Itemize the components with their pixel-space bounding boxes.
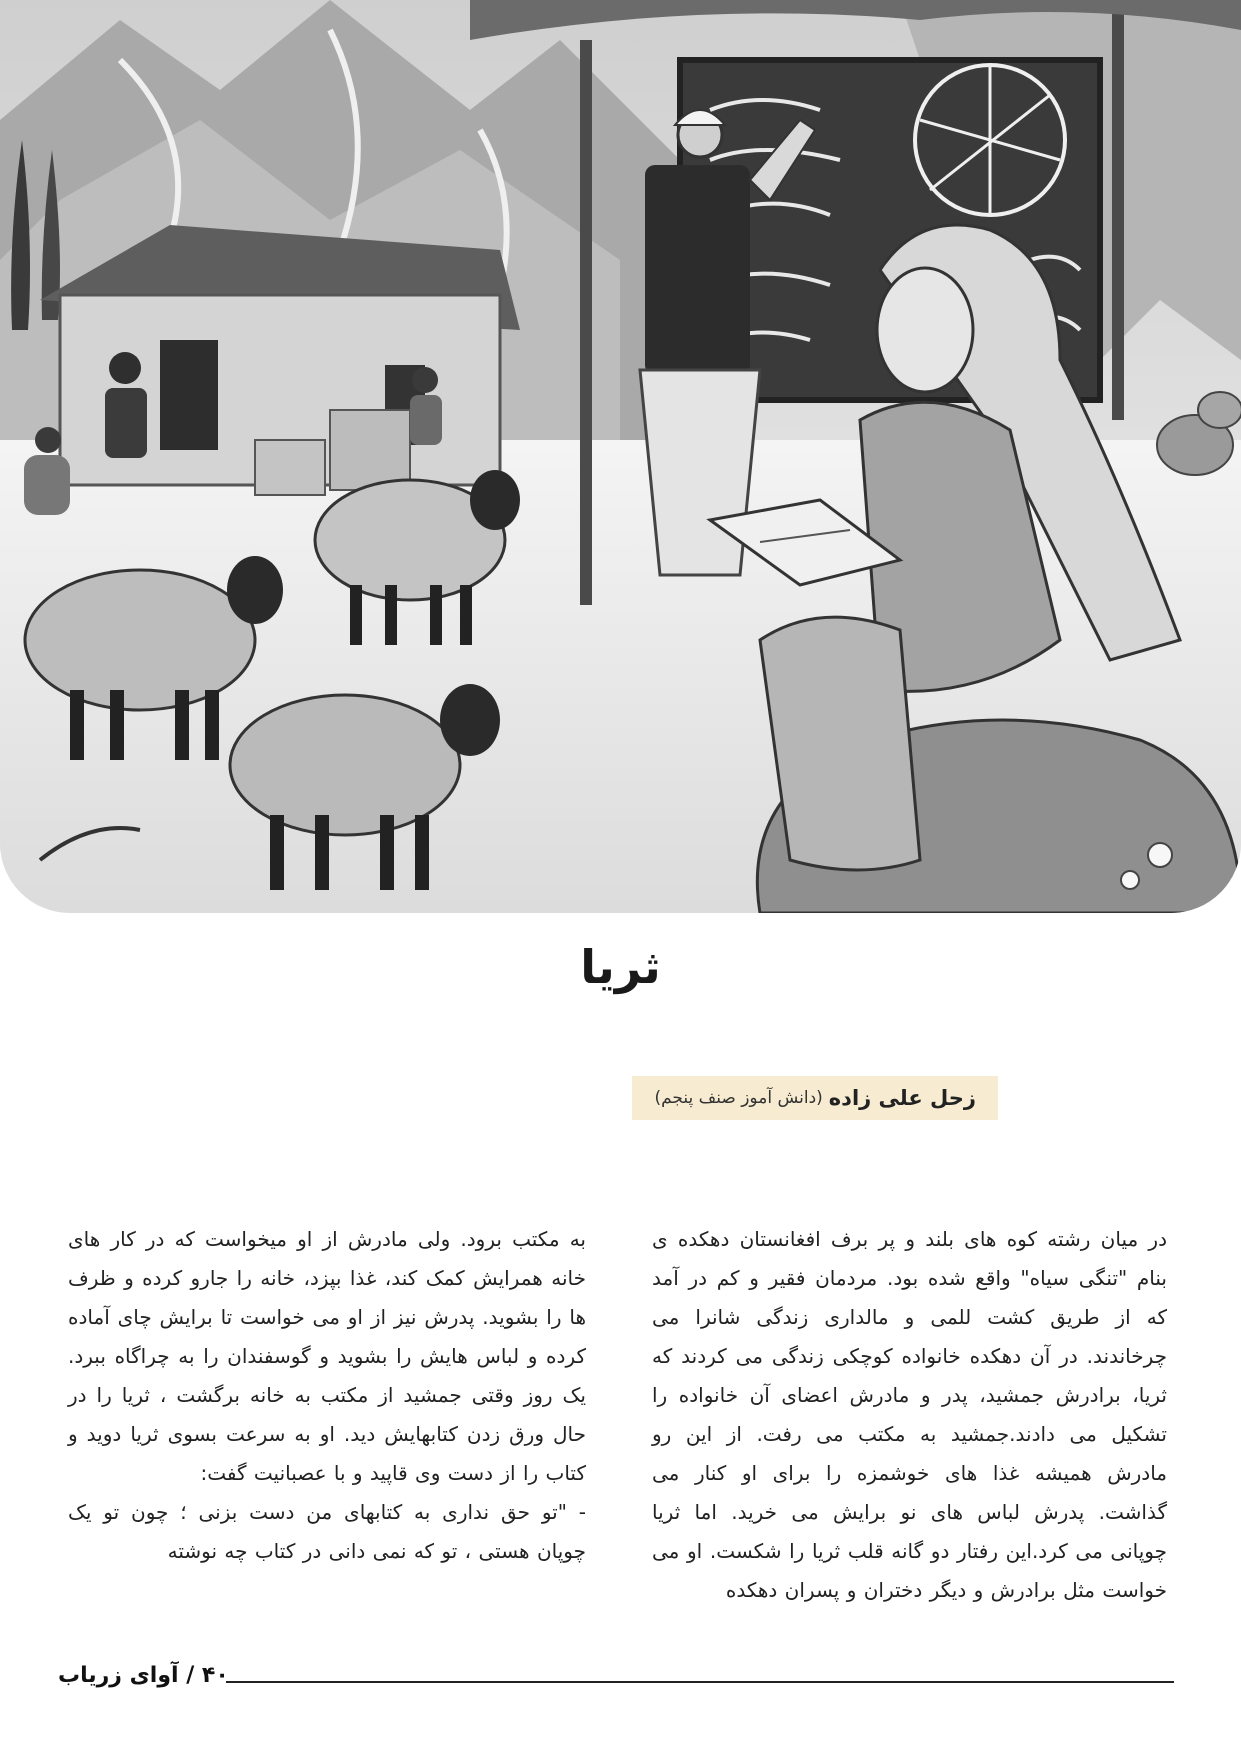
child-body [24,455,70,515]
stone [1198,392,1241,428]
house-door [160,340,218,450]
text-column-right [652,1220,1167,1610]
dialogue-paragraph: - "تو حق نداری به کتابهای من دست بزنی ؛ چون تو یک چوپان هستی ، تو که نمی دانی در کتاب چه نوشته [68,1500,586,1563]
footer-page-label: ۴۰ / آوای زریاب [58,1663,229,1688]
footer-rule [226,1681,1174,1683]
villager-body [105,388,147,458]
shelter-post [580,40,592,605]
author-name: زحل علی زاده [828,1086,976,1110]
villager-head [412,367,438,393]
girl-face [877,268,973,392]
board-stack [330,410,410,490]
paragraph: به مکتب برود. ولی مادرش از او میخواست که در کار های خانه همرایش کمک کند، غذا بپزد، خانه را جارو کرده و ظرف ها را بشوید. پدرش نیز از او می خواست تا برایش چای آماده کرده و لباس هایش را بشوید و گوسفندان را به چراگاه ببرد. یک روز وقتی جمشید از مکتب به خانه برگشت ، ثریا را در حال ورق زدن کتابهایش دید. او به سرعت بسوی ثریا دوید و کتاب را از دست وی قاپید و با عصبانیت گفت: [68,1227,586,1485]
teacher-vest [645,165,750,375]
paragraph: در میان رشته کوه های بلند و پر برف افغانستان دهکده ی بنام "تنگی سیاه" واقع شده بود. مردمان فقیر و کم در آمد که از طریق کشت للمی و مالداری زندگی شانرا می چرخاندند. در آن دهکده خانواده کوچکی زندگی می کردند که ثریا، برادرش جمشید، پدر و مادرش اعضای آن خانواده را تشکیل می دادند.جمشید به مکتب می رفت. از این رو مادرش همیشه غذا های خوشمزه را برای او کنار می گذاشت. پدرش لباس های نو برایش می خرید. اما ثریا چوپانی می کرد.این رفتار دو گانه قلب ثریا را شکست. او می خواست مثل برادرش و دیگر دختران و پسران دهکده [652,1227,1167,1602]
villager-head [109,352,141,384]
text-column-left [68,1220,586,1571]
story-title: ثریا [580,940,661,994]
byline [632,1076,998,1120]
shelter-post [1112,10,1124,420]
board-stack [255,440,325,495]
author-note: (دانش آموز صنف پنجم) [654,1088,823,1108]
villager-body [410,395,442,445]
flower [1121,871,1139,889]
flower [1148,843,1172,867]
child-head [35,427,61,453]
